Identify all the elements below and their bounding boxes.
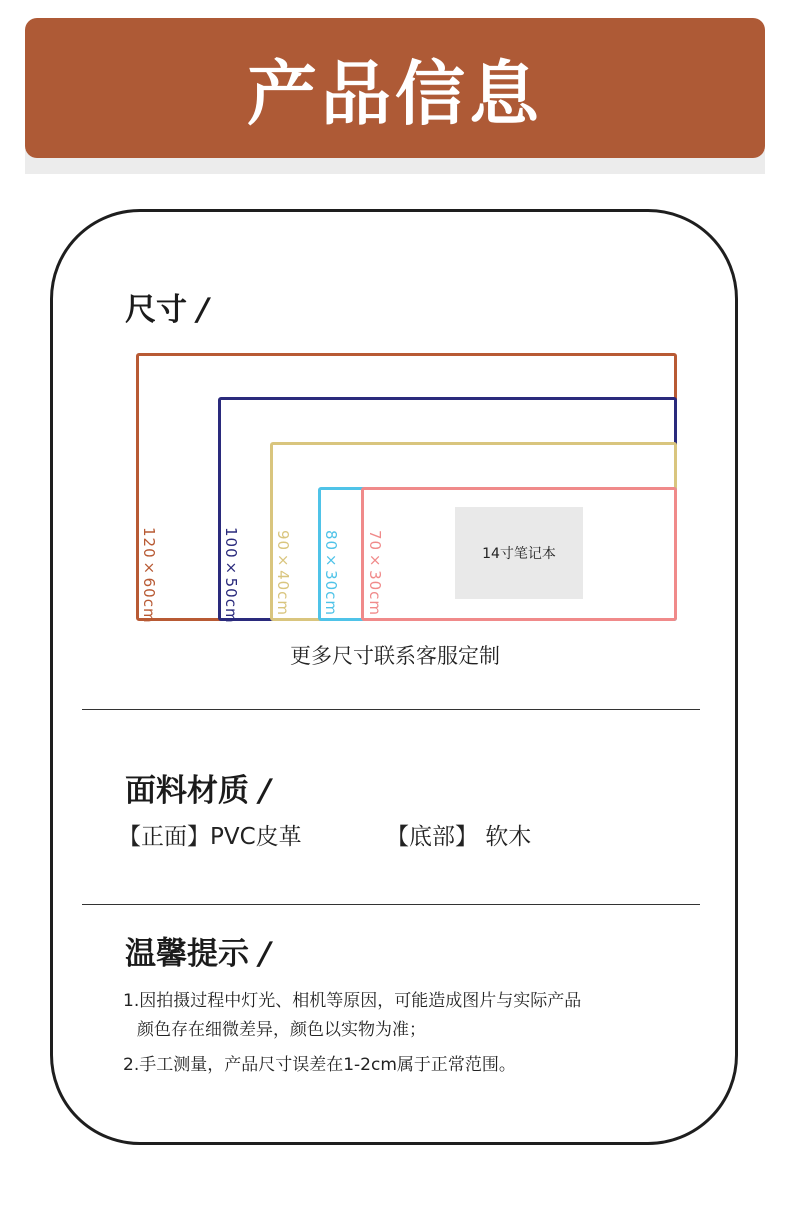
size-title-slash: / — [193, 292, 213, 328]
divider-1 — [82, 709, 700, 710]
header-banner — [25, 18, 765, 158]
divider-2 — [82, 904, 700, 905]
size-label-70x30: 70×30cm — [366, 530, 384, 617]
material-front: 【正面】PVC皮革 — [118, 824, 302, 850]
tips-title-slash: / — [255, 936, 275, 972]
laptop-label: 14寸笔记本 — [482, 546, 556, 562]
material-bottom: 【底部】 软木 — [386, 824, 532, 850]
material-section-title — [125, 765, 275, 810]
tips-section-title — [125, 928, 275, 973]
page-title: 产品信息 — [247, 52, 543, 135]
size-section-title — [125, 284, 213, 329]
tip-line-2: 2.手工测量，产品尺寸误差在1-2cm属于正常范围。 — [123, 1055, 516, 1075]
size-label-100x50: 100×50cm — [222, 527, 240, 624]
material-title-slash: / — [255, 773, 275, 809]
tip-line-1: 1.因拍摄过程中灯光、相机等原因，可能造成图片与实际产品 — [123, 991, 582, 1011]
laptop-reference — [455, 507, 583, 599]
tip-line-1-continued: 颜色存在细微差异，颜色以实物为准； — [137, 1020, 426, 1040]
tips-title-text: 温馨提示 — [125, 936, 249, 972]
size-title-text: 尺寸 — [125, 292, 187, 328]
size-label-120x60: 120×60cm — [140, 527, 158, 624]
custom-size-note: 更多尺寸联系客服定制 — [290, 644, 500, 668]
size-label-90x40: 90×40cm — [274, 530, 292, 617]
material-title-text: 面料材质 — [125, 773, 249, 809]
size-label-80x30: 80×30cm — [322, 530, 340, 617]
